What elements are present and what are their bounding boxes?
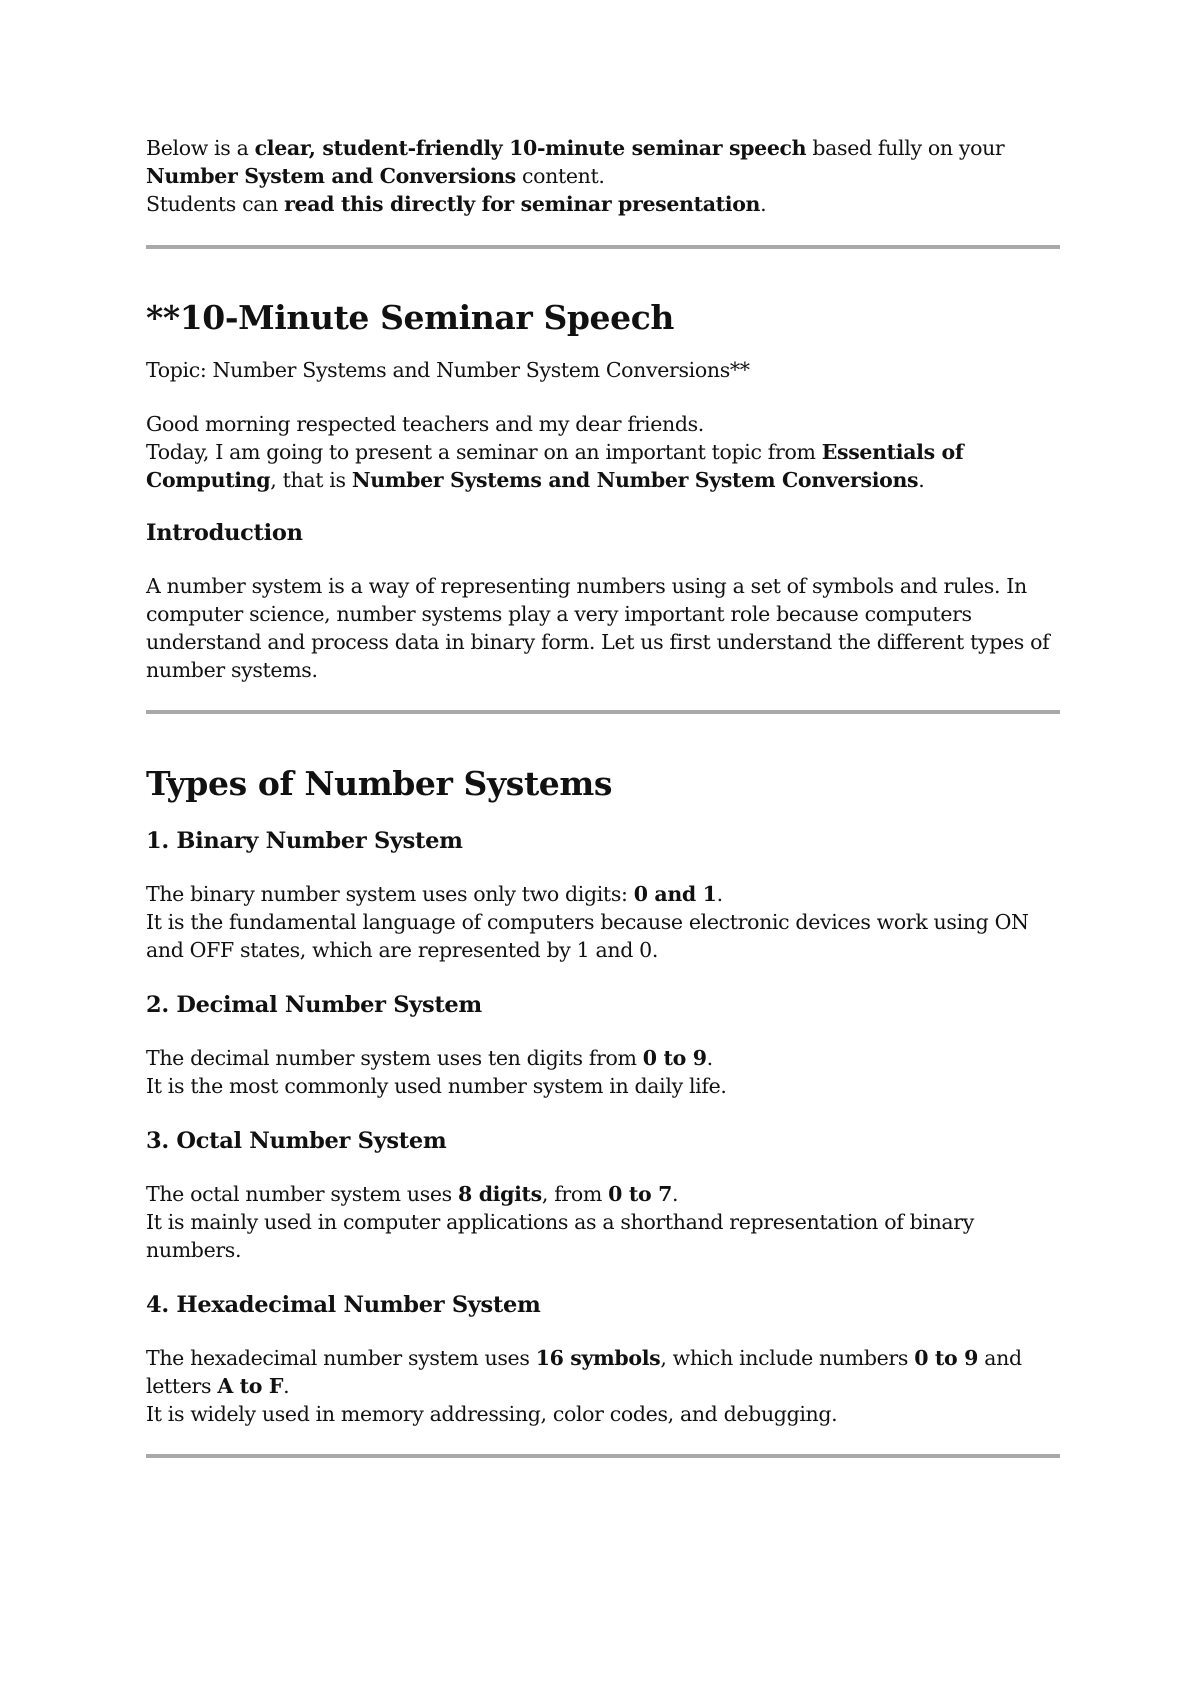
body-text: .	[672, 1182, 679, 1206]
body-text: .	[283, 1374, 290, 1398]
body-text: .	[706, 1046, 713, 1070]
body-bold-text: 0 to 9	[642, 1046, 707, 1070]
types-heading: Types of Number Systems	[146, 764, 613, 803]
intro-bold-text: clear, student-friendly 10-minute seminar speech	[254, 136, 807, 160]
octal-heading: 3. Octal Number System	[146, 1128, 447, 1154]
intro-bold-text: Number System and Conversions	[146, 164, 516, 188]
present-bold-text: Number Systems and Number System Conversions	[351, 468, 919, 492]
divider	[146, 245, 1060, 249]
document-page	[146, 134, 1060, 1458]
body-bold-text: 0 to 7	[608, 1182, 672, 1206]
body-text: , from	[541, 1182, 609, 1206]
divider	[146, 1454, 1060, 1458]
present-text: .	[918, 468, 925, 492]
intro-paragraph	[146, 134, 1060, 218]
octal-body	[146, 1180, 1060, 1264]
speech-topic: Topic: Number Systems and Number System Conversions**	[146, 358, 750, 382]
speech-title: **10-Minute Seminar Speech	[146, 298, 675, 337]
body-text: .	[716, 882, 723, 906]
body-text: The binary number system uses only two digits:	[146, 882, 634, 906]
introduction-heading: Introduction	[146, 520, 303, 546]
binary-heading: 1. Binary Number System	[146, 828, 463, 854]
body-bold-text: 16 symbols	[535, 1346, 661, 1370]
divider	[146, 710, 1060, 714]
body-text: The hexadecimal number system uses	[146, 1346, 536, 1370]
intro-text: content.	[515, 164, 605, 188]
body-text: It is widely used in memory addressing, color codes, and debugging.	[146, 1402, 838, 1426]
decimal-body	[146, 1044, 1060, 1100]
present-bold-text: Essentials of Computing	[146, 440, 964, 492]
present-text: , that is	[270, 468, 352, 492]
body-text: It is the most commonly used number system in daily life.	[146, 1074, 727, 1098]
intro-text: Below is a	[146, 136, 255, 160]
intro-text: Students can	[146, 192, 285, 216]
intro-bold-text: read this directly for seminar presentation	[284, 192, 761, 216]
speech-opening	[146, 410, 1060, 494]
body-text: It is the fundamental language of computers because electronic devices work using ON and OFF states, which are represented by 1 and 0.	[146, 910, 1029, 962]
hex-heading: 4. Hexadecimal Number System	[146, 1292, 541, 1318]
decimal-heading: 2. Decimal Number System	[146, 992, 482, 1018]
body-text: The octal number system uses	[146, 1182, 458, 1206]
introduction-body: A number system is a way of representing numbers using a set of symbols and rules. In computer science, number systems play a very important role because computers understand and process data in binary form. Let us first understand the different types of number systems.	[146, 574, 1050, 682]
body-text: and letters	[146, 1346, 1022, 1398]
hex-body	[146, 1344, 1060, 1428]
binary-body	[146, 880, 1060, 964]
body-bold-text: 0 and 1	[633, 882, 717, 906]
present-text: Today, I am going to present a seminar on an important topic from	[146, 440, 822, 464]
body-text: , which include numbers	[660, 1346, 915, 1370]
body-bold-text: 0 to 9	[914, 1346, 979, 1370]
body-text: It is mainly used in computer applications as a shorthand representation of binary numbers.	[146, 1210, 974, 1262]
body-bold-text: 8 digits	[458, 1182, 542, 1206]
intro-text: based fully on your	[806, 136, 1005, 160]
body-bold-text: A to F	[217, 1374, 284, 1398]
body-text: The decimal number system uses ten digits from	[146, 1046, 643, 1070]
greeting-text: Good morning respected teachers and my dear friends.	[146, 412, 704, 436]
intro-text: .	[760, 192, 767, 216]
